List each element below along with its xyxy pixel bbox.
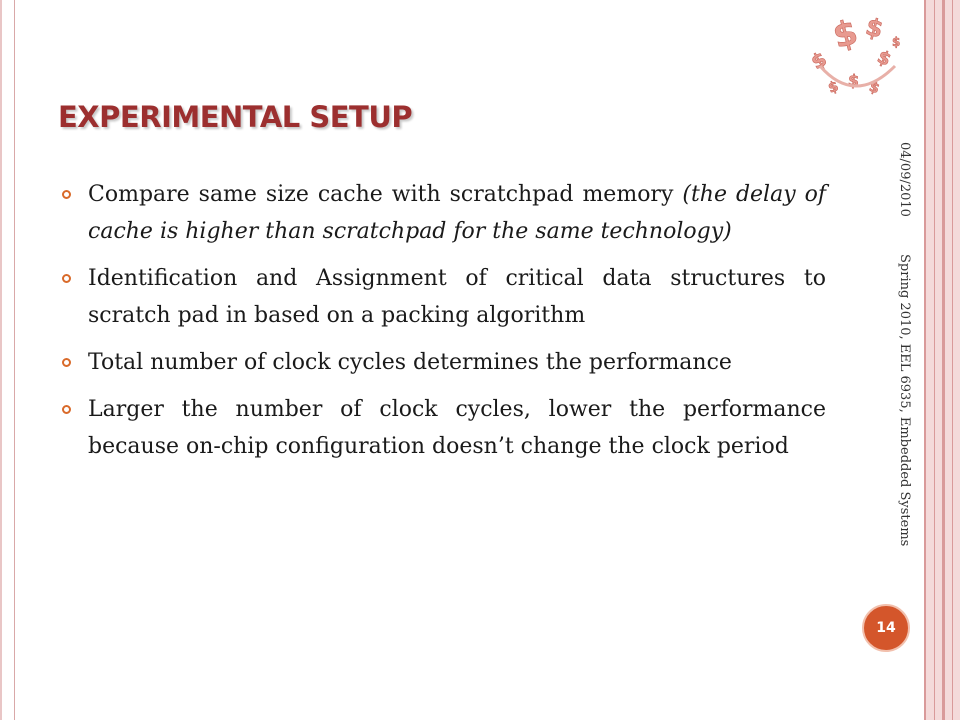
dollar-signs-logo-icon [800, 6, 910, 100]
svg-text:$: $ [847, 70, 860, 91]
bullet-text: Identification and Assignment of critical data structures to scratch pad in based on a packing algorithm [88, 266, 826, 328]
list-item [60, 344, 826, 381]
bullet-text: Total number of clock cycles determines the performance [88, 350, 732, 375]
bullet-italic-text: (the delay of cache is higher than scratchpad for the same technology) [88, 182, 826, 244]
svg-text:$: $ [862, 12, 887, 44]
slide-date: 04/09/2010 [897, 142, 912, 217]
bullet-text: Larger the number of clock cycles, lower the performance because on-chip configuration doesn’t change the clock period [88, 397, 826, 459]
bullet-list [60, 176, 826, 475]
list-item [60, 391, 826, 465]
svg-text:$: $ [892, 35, 901, 49]
left-border-line [0, 0, 2, 720]
right-band-line [924, 0, 926, 720]
circle-bullet-icon [62, 358, 71, 367]
right-band-line [942, 0, 945, 720]
svg-text:$: $ [828, 12, 863, 57]
right-band-line [952, 0, 953, 720]
left-border-line-inner [14, 0, 15, 720]
svg-text:$: $ [806, 46, 831, 75]
slide-title: EXPERIMENTAL SETUP [58, 100, 413, 134]
svg-text:$: $ [826, 78, 841, 97]
circle-bullet-icon [62, 274, 71, 283]
svg-text:$: $ [873, 46, 895, 71]
page-number-badge: 14 [862, 604, 910, 652]
course-footer: Spring 2010, EEL 6935, Embedded Systems [897, 254, 912, 547]
circle-bullet-icon [62, 405, 71, 414]
circle-bullet-icon [62, 190, 71, 199]
right-band-line [934, 0, 935, 720]
list-item [60, 176, 826, 250]
svg-text:$: $ [866, 78, 882, 98]
bullet-text: Compare same size cache with scratchpad memory [88, 182, 683, 207]
list-item [60, 260, 826, 334]
